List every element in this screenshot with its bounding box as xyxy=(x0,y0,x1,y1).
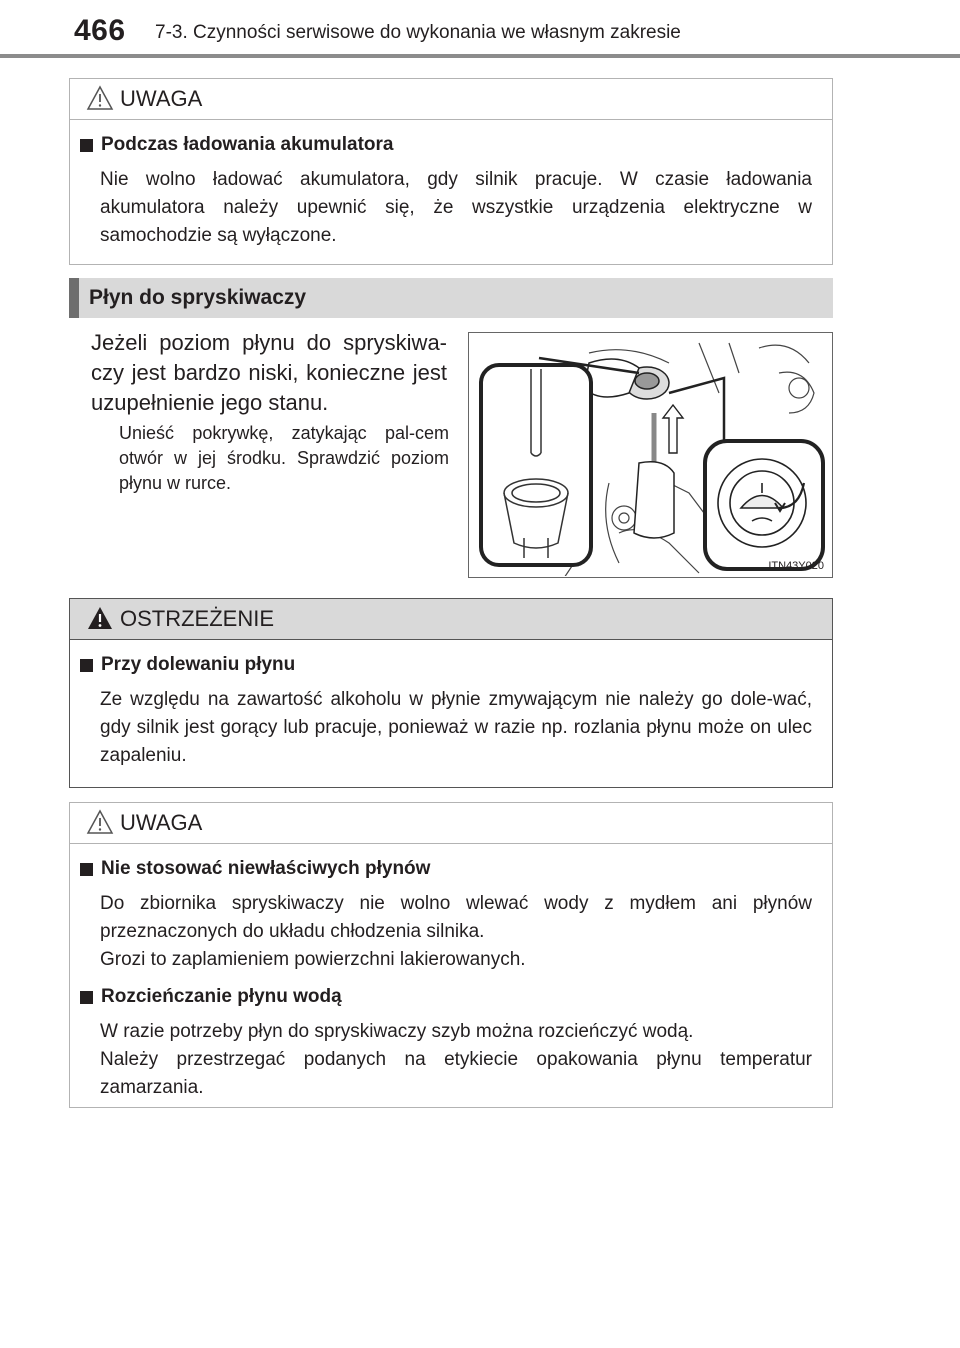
chapter-title: 7-3. Czynności serwisowe do wykonania we własnym zakresie xyxy=(155,22,681,43)
section-header xyxy=(69,278,833,318)
warning-title: OSTRZEŻENIE xyxy=(120,606,275,631)
bullet-square-icon xyxy=(80,139,93,152)
notice-item-text: Nie wolno ładować akumulatora, gdy silnik pracuje. W czasie ładowania akumulatora należy upewnić się, że wszystkie urządzenia elektryczne w samochodzie są wyłączone. xyxy=(100,169,812,246)
section-intro: Jeżeli poziom płynu do spryskiwa-czy jest bardzo niski, konieczne jest uzupełnienie jego stanu. xyxy=(91,330,447,415)
notice-box-fluids xyxy=(69,802,833,1108)
notice-header xyxy=(70,803,832,844)
caution-outline-icon xyxy=(86,85,114,111)
section-instruction: Unieść pokrywkę, zatykając pal-cem otwór w jej środku. Sprawdzić poziom płynu w rurce. xyxy=(119,423,449,493)
notice-item-text: W razie potrzeby płyn do spryskiwaczy szyb można rozcieńczyć wodą. Należy przestrzegać podanych na etykiecie opakowania płynu temperatur zamarzania. xyxy=(100,1021,812,1098)
page-number: 466 xyxy=(74,14,126,47)
caution-outline-icon xyxy=(86,809,114,835)
washer-fluid-illustration xyxy=(468,332,833,578)
notice-title: UWAGA xyxy=(120,810,203,835)
notice-item-heading: Nie stosować niewłaściwych płynów xyxy=(80,858,812,880)
page-header xyxy=(0,0,960,58)
warning-item-text: Ze względu na zawartość alkoholu w płynie zmywającym nie należy go dole-wać, gdy silnik jest gorący lub pracuje, ponieważ w razie np. rozlania płynu może on ulec zapaleniu. xyxy=(100,689,812,766)
notice-box-battery xyxy=(69,78,833,265)
bullet-square-icon xyxy=(80,863,93,876)
notice-title: UWAGA xyxy=(120,86,203,111)
notice-item-heading: Podczas ładowania akumulatora xyxy=(80,134,812,156)
notice-header xyxy=(70,79,832,120)
warning-filled-icon xyxy=(86,605,114,631)
notice-item-text: Do zbiornika spryskiwaczy nie wolno wlewać wody z mydłem ani płynów przeznaczonych do układu chłodzenia silnika. Grozi to zaplamieniem powierzchni lakierowanych. xyxy=(100,893,812,970)
figure-code: ITN43Y020 xyxy=(768,560,824,572)
bullet-square-icon xyxy=(80,991,93,1004)
washer-reservoir-drawing xyxy=(469,333,831,576)
bullet-square-icon xyxy=(80,659,93,672)
warning-item-heading: Przy dolewaniu płynu xyxy=(80,654,812,676)
warning-header xyxy=(70,599,832,640)
warning-box-refilling xyxy=(69,598,833,788)
section-title: Płyn do spryskiwaczy xyxy=(89,286,307,309)
notice-item-heading: Rozcieńczanie płynu wodą xyxy=(80,986,812,1008)
